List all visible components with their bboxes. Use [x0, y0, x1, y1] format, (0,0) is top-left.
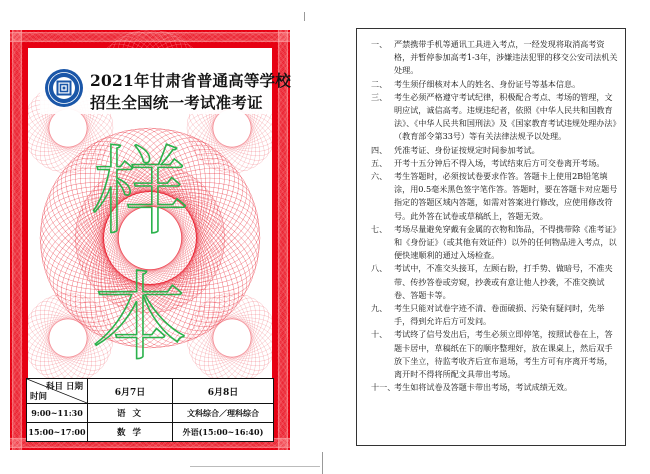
rule-text: 考生须仔细核对本人的姓名、身份证号等基本信息。 [394, 78, 581, 89]
header-subject-label: 科目 [46, 382, 64, 392]
exam-schedule-table [26, 378, 274, 442]
schedule-corner-cell [27, 379, 88, 404]
rule-item [365, 223, 619, 263]
row-2-time: 15:00~17:00 [27, 423, 88, 442]
day-2-header: 6月8日 [173, 379, 274, 404]
rule-number: 四、 [371, 144, 388, 155]
rule-number: 三、 [371, 91, 388, 102]
rule-number: 八、 [371, 263, 388, 274]
rule-number: 九、 [371, 303, 388, 314]
rule-item [365, 144, 619, 157]
rule-item [365, 328, 619, 381]
rule-number: 十一、 [371, 382, 396, 393]
sample-watermark-char-1: 样 [92, 136, 188, 248]
header-time-label: 时间 [30, 392, 48, 402]
ticket-title-line-1: 2021年甘肃省普通高等学校 [90, 71, 291, 90]
sample-watermark-char-2: 本 [92, 262, 188, 365]
rule-text: 考生必须严格遵守考试纪律，积极配合考点、考场的管理，文明应试，诚信高考。违规违纪者，依照《中华人民共和国教育法》、《中华人民共和国刑法》及《国家教育考试违规处理办法》（教育部令第33号）等有关法律法规予以处理。 [394, 91, 617, 142]
rule-item [365, 381, 619, 394]
header-date-label [46, 380, 83, 392]
rule-text: 考试终了信号发出后，考生必须立即停笔，按照试卷在上，答题卡居中，草稿纸在下的顺序整理好，放在课桌上，然后双手放下坐立，待监考收齐后宣布退场，考生方可有序离开考场，离开时不得将所配文具带出考场。 [394, 329, 613, 380]
rule-item [365, 157, 619, 170]
rule-number: 二、 [371, 78, 388, 89]
rule-item [365, 262, 619, 302]
admission-ticket-card [10, 30, 290, 450]
rule-number: 十、 [371, 329, 388, 340]
rule-text: 考生如将试卷及答题卡带出考场，考试成绩无效。 [394, 382, 573, 393]
row-2-day-2-subject: 外语(15:00~16:40) [173, 423, 274, 442]
page-mark-top [304, 12, 305, 21]
ticket-title-line-2: 招生全国统一考试准考证 [90, 93, 263, 112]
rule-number: 一、 [371, 39, 388, 49]
page-fold-line [322, 452, 323, 474]
rule-item [365, 78, 619, 91]
rule-item [365, 91, 619, 144]
rule-text: 考试中，不准交头接耳，左顾右盼，打手势、做暗号，不准夹带、传抄答卷或旁窥，抄袭或有意让他人抄袭，不准交换试卷、答题卡等。 [394, 263, 613, 300]
rule-text: 开考十五分钟后不得入场，考试结束后方可交卷离开考场。 [394, 157, 605, 168]
day-1-header: 6月7日 [88, 379, 173, 404]
rule-item [365, 170, 619, 223]
row-1-day-1-subject: 语 文 [88, 404, 173, 423]
schedule-header-row [27, 379, 274, 404]
exam-rules-panel [356, 28, 626, 446]
page-bottom-line [190, 466, 320, 467]
rule-item [365, 302, 619, 328]
row-1-day-2-subject: 文科综合／理科综合 [173, 404, 274, 423]
row-2-day-1-subject: 数 学 [88, 423, 173, 442]
rule-text: 考生只能对试卷字迹不清、卷面破损、污染有疑问时，先举手，得到允许后方可发问。 [394, 303, 605, 327]
rule-text: 考生答题时，必须按试卷要求作答。答题卡上使用2B铅笔填涂，用0.5毫米黑色签字笔作答。答题时，要在答题卡对应题号指定的答题区域内答题，如需对答案进行修改，应使用修改符号。此外答在试卷或草稿纸上，答题无效。 [394, 171, 618, 221]
rule-number: 六、 [371, 171, 388, 182]
rule-text: 严禁携带手机等通讯工具进入考点，一经发现将取消高考资格，并暂停参加高考1-3年，涉嫌违法犯罪的移交公安司法机关处理。 [394, 39, 618, 76]
header-date-text: 日期 [65, 382, 83, 392]
exam-emblem-icon [44, 68, 84, 108]
schedule-row [27, 423, 274, 442]
rule-number: 七、 [371, 223, 388, 234]
card-inner-panel [28, 48, 291, 378]
ticket-title-block [40, 62, 291, 114]
exam-rules-list [357, 29, 625, 394]
rule-text: 考场尽量避免穿戴有金属的衣物和饰品，不得携带除《准考证》和《身份证》（或其他有效证件）以外的任何物品进入考点，以便快速顺利的通过入场检查。 [394, 223, 617, 261]
rule-text: 凭准考证、身份证按规定时间参加考试。 [394, 144, 540, 155]
schedule-row [27, 404, 274, 423]
rule-number: 五、 [371, 157, 388, 168]
rule-item [365, 38, 619, 78]
row-1-time: 9:00~11:30 [27, 404, 88, 423]
